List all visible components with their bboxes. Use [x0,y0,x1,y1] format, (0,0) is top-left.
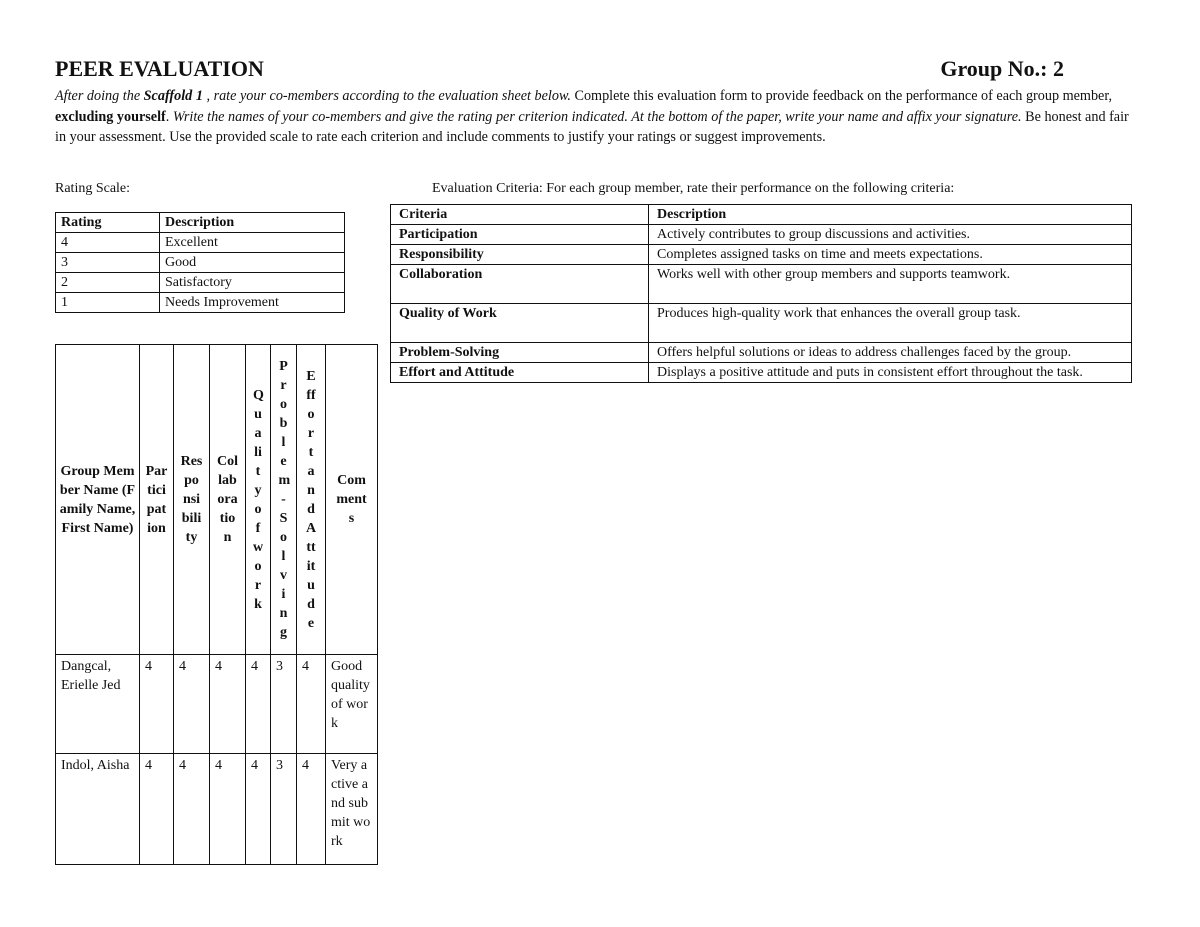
score-cell: 4 [174,754,210,865]
table-row [56,655,378,754]
table-row [56,754,378,865]
table-cell: 2 [56,273,160,293]
score-cell: 4 [297,754,326,865]
header-label: EffortandAttitude [306,368,317,631]
instr-part-1: After doing the [55,88,144,104]
score-cell: 4 [174,655,210,754]
criterion-description: Offers helpful solutions or ideas to address challenges faced by the group. [649,343,1132,363]
table-cell: 4 [56,233,160,253]
table-row [391,245,1132,265]
score-cell: 4 [210,655,246,754]
table-cell: Needs Improvement [160,293,345,313]
table-cell: Good [160,253,345,273]
score-cell: 4 [246,754,271,865]
score-cell: 4 [140,655,174,754]
page-title: PEER EVALUATION [55,56,264,81]
table-header-cell: Rating [56,213,160,233]
criterion-name: Effort and Attitude [391,363,649,383]
table-header-cell: Description [649,205,1132,225]
table-row [56,233,345,253]
score-cell: 3 [271,754,297,865]
criteria-table [390,204,1132,383]
header-label: Group Member Name (Family Name, First Name) [59,463,136,536]
score-cell: 4 [210,754,246,865]
table-row [56,253,345,273]
instr-part-7: Write the names of your co-members and give the rating per criterion indicated. At the bottom of the paper, write your name and affix your signature. [172,108,1022,125]
criterion-description: Actively contributes to group discussions and activities. [649,225,1132,245]
table-row [391,363,1132,383]
criterion-name: Problem-Solving [391,343,649,363]
header-label: Comments [336,473,367,526]
header-collaboration [210,345,246,655]
criterion-description: Produces high-quality work that enhances the overall group task. [649,304,1132,343]
table-row [391,225,1132,245]
table-cell: 3 [56,253,160,273]
instr-part-6: . [165,108,173,125]
criterion-description: Displays a positive attitude and puts in consistent effort throughout the task. [649,363,1132,383]
score-cell: 4 [246,655,271,754]
instr-part-8: Be honest and fair in your assessment. Use the provided scale to rate each criterion and include comments to justify your ratings or suggest improvements. [55,108,1129,145]
table-row [391,265,1132,304]
criteria-intro: Evaluation Criteria: For each group member, rate their performance on the following criteria: [432,181,955,196]
header-label: Responsibility [180,454,203,545]
header-effort-attitude [297,345,326,655]
member-ratings-table [55,344,378,865]
table-row [391,205,1132,225]
table-row [56,293,345,313]
table-row [56,273,345,293]
header-comments [326,345,378,655]
criterion-name: Quality of Work [391,304,649,343]
comment-cell: Very active and submit work [326,754,378,865]
table-row [391,343,1132,363]
criterion-name: Collaboration [391,265,649,304]
table-cell: Satisfactory [160,273,345,293]
header-label: Qualityofwork [253,387,264,612]
criterion-description: Works well with other group members and supports teamwork. [649,265,1132,304]
instr-part-5: excluding yourself [55,108,166,125]
table-row [56,213,345,233]
table-row [391,304,1132,343]
rating-scale-table [55,212,345,313]
header-responsibility [174,345,210,655]
instr-part-3: , rate your co-members according to the evaluation sheet below. [202,88,571,104]
table-header-cell: Description [160,213,345,233]
header-problem-solving [271,345,297,655]
member-name: Dangcal, Erielle Jed [56,655,140,754]
score-cell: 3 [271,655,297,754]
table-header-cell: Criteria [391,205,649,225]
instructions-paragraph [55,86,1140,148]
table-row [56,345,378,655]
header-participation [140,345,174,655]
instr-part-4: Complete this evaluation form to provide feedback on the performance of each group member, [570,88,1113,104]
header-member-name [56,345,140,655]
header-quality-of-work [246,345,271,655]
table-cell: 1 [56,293,160,313]
group-number: Group No.: 2 [940,56,1064,81]
score-cell: 4 [297,655,326,754]
member-name: Indol, Aisha [56,754,140,865]
criterion-name: Participation [391,225,649,245]
header-label: Problem-Solving [278,359,291,640]
table-cell: Excellent [160,233,345,253]
rating-scale-label: Rating Scale: [55,181,131,196]
comment-cell: Good quality of work [326,655,378,754]
score-cell: 4 [140,754,174,865]
criterion-name: Responsibility [391,245,649,265]
criterion-description: Completes assigned tasks on time and meets expectations. [649,245,1132,265]
header-label: Collaboration [217,454,238,545]
instr-part-2: Scaffold 1 [143,88,203,104]
header-label: Participation [145,463,168,536]
